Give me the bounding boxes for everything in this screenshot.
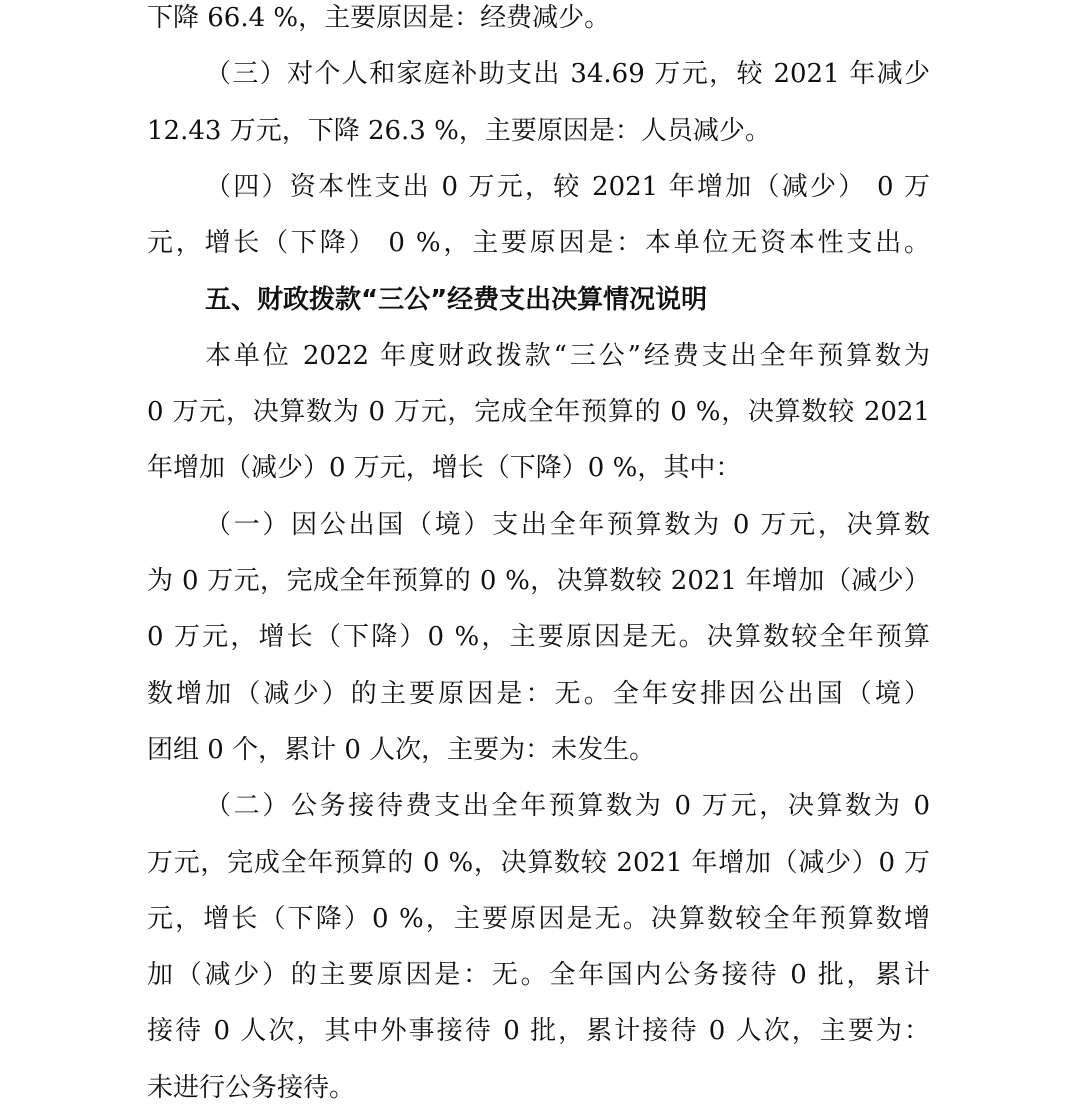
text-line: （四）资本性支出 0 万元，较 2021 年增加（减少） 0 万 (205, 172, 930, 202)
text-line: （二）公务接待费支出全年预算数为 0 万元，决算数为 0 (205, 791, 930, 821)
text-line: 接待 0 人次，其中外事接待 0 批，累计接待 0 人次，主要为： (147, 1016, 930, 1046)
text-line: （一）因公出国（境）支出全年预算数为 0 万元，决算数 (205, 510, 930, 540)
text-line: 元，增长（下降）0 %，主要原因是无。决算数较全年预算数增 (147, 904, 930, 934)
text-line: 数增加（减少）的主要原因是：无。全年安排因公出国（境） (147, 679, 930, 709)
text-line: 本单位 2022 年度财政拨款“三公”经费支出全年预算数为 (205, 341, 930, 371)
text-line: 万元，完成全年预算的 0 %，决算数较 2021 年增加（减少）0 万 (147, 848, 930, 878)
text-line: 加（减少）的主要原因是：无。全年国内公务接待 0 批，累计 (147, 960, 930, 990)
text-line: 12.43 万元，下降 26.3 %，主要原因是：人员减少。 (147, 116, 771, 146)
text-line: （三）对个人和家庭补助支出 34.69 万元，较 2021 年减少 (205, 59, 930, 89)
text-line: 为 0 万元，完成全年预算的 0 %，决算数较 2021 年增加（减少） (147, 566, 930, 596)
text-line: 未进行公务接待。 (147, 1073, 356, 1103)
text-line: 元，增长（下降） 0 %，主要原因是：本单位无资本性支出。 (147, 228, 930, 258)
text-line: 团组 0 个，累计 0 人次，主要为：未发生。 (147, 735, 656, 765)
text-line: 0 万元，决算数为 0 万元，完成全年预算的 0 %，决算数较 2021 (147, 397, 930, 427)
text-line: 年增加（减少）0 万元，增长（下降）0 %，其中： (147, 453, 742, 483)
section-heading: 五、财政拨款“三公”经费支出决算情况说明 (205, 285, 708, 315)
text-line: 下降 66.4 %，主要原因是：经费减少。 (147, 3, 611, 33)
text-line: 0 万元，增长（下降）0 %，主要原因是无。决算数较全年预算 (147, 622, 930, 652)
